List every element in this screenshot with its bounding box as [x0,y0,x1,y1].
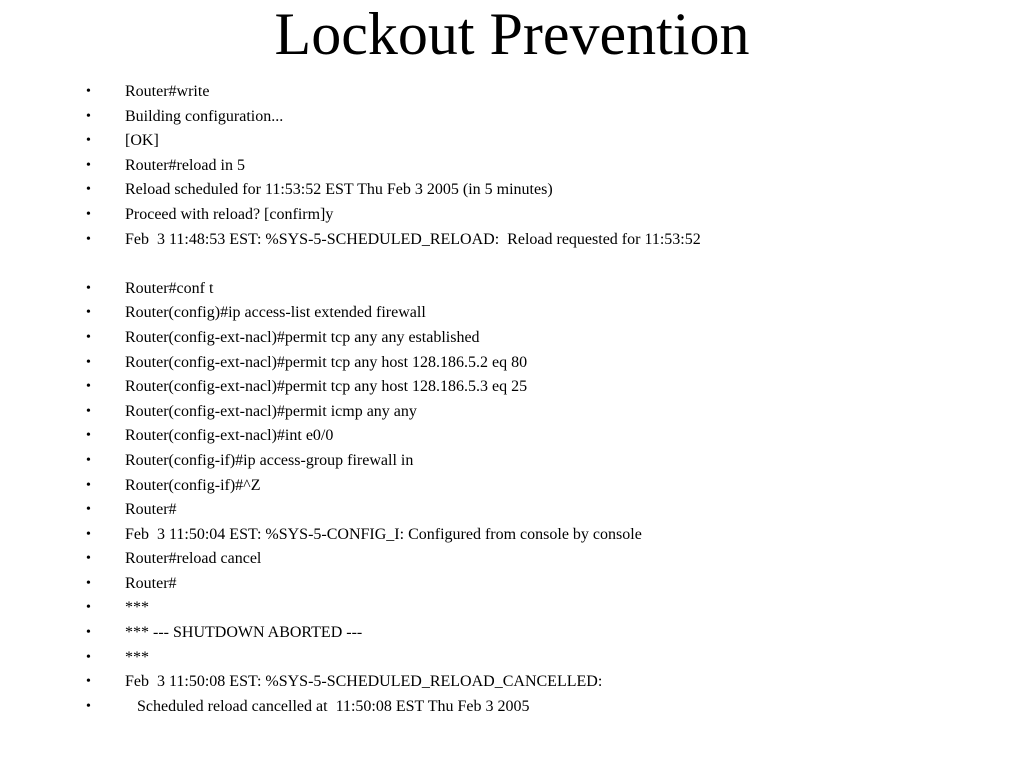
bullet-icon: • [86,502,91,518]
list-item-text: Router(config)#ip access-list extended firewall [125,304,426,322]
bullet-icon: • [86,452,91,468]
bullet-icon: • [86,575,91,591]
list-item [0,523,1024,548]
list-item [0,449,1024,474]
bullet-list [0,80,1024,719]
list-item [0,228,1024,253]
list-item-text: Feb 3 11:50:04 EST: %SYS-5-CONFIG_I: Configured from console by console [125,525,642,543]
bullet-icon: • [86,625,91,641]
bullet-icon: • [86,428,91,444]
bullet-icon: • [86,108,91,124]
list-item-text: Router(config-if)#ip access-group firewall in [125,451,414,469]
list-item-text: Building configuration... [125,107,284,125]
list-item [0,621,1024,646]
bullet-icon: • [86,674,91,690]
list-item-text: Router#reload cancel [125,550,262,568]
list-item-text: Proceed with reload? [confirm]y [125,205,334,223]
bullet-icon: • [86,477,91,493]
list-item-text: Router# [125,501,177,519]
list-item [0,178,1024,203]
bullet-icon: • [86,403,91,419]
list-item [0,572,1024,597]
list-item [0,129,1024,154]
bullet-icon: • [86,600,91,616]
list-item-text: Feb 3 11:48:53 EST: %SYS-5-SCHEDULED_RELOAD: Reload requested for 11:53:52 [125,230,701,248]
list-item-text: Router(config-ext-nacl)#permit tcp any host 128.186.5.2 eq 80 [125,353,528,371]
slide-title: Lockout Prevention [274,1,750,67]
list-item [0,351,1024,376]
bullet-icon: • [86,157,91,173]
bullet-icon: • [86,354,91,370]
bullet-icon: • [86,379,91,395]
list-item [0,375,1024,400]
list-item [0,326,1024,351]
list-item-text: Router(config-ext-nacl)#permit tcp any host 128.186.5.3 eq 25 [125,378,528,396]
list-item-text: [OK] [125,132,159,150]
bullet-icon: • [86,698,91,714]
list-item-text: Reload scheduled for 11:53:52 EST Thu Feb 3 2005 (in 5 minutes) [125,181,553,199]
bullet-icon: • [86,84,91,99]
list-item [0,498,1024,523]
list-item [0,424,1024,449]
list-item-text: Router(config-if)#^Z [125,476,261,494]
list-item-text: Router(config-ext-nacl)#permit icmp any any [125,402,417,420]
bullet-icon: • [86,649,91,665]
bullet-icon: • [86,182,91,198]
list-item [0,547,1024,572]
bullet-icon: • [86,206,91,222]
bullet-icon: • [86,526,91,542]
list-item-text: Router#conf t [125,279,214,297]
list-item [0,203,1024,228]
list-item [0,105,1024,130]
bullet-icon: • [86,329,91,345]
list-item [0,80,1024,105]
bullet-icon: • [86,133,91,149]
list-item [0,400,1024,425]
list-item [0,596,1024,621]
list-item [0,154,1024,179]
bullet-icon: • [86,280,91,296]
bullet-icon: • [86,551,91,567]
bullet-icon: • [86,305,91,321]
list-item-text: *** [125,648,149,666]
list-item-text: Router(config-ext-nacl)#permit tcp any any established [125,328,480,346]
list-item-text: *** --- SHUTDOWN ABORTED --- [125,624,363,642]
list-item [0,646,1024,671]
list-item [0,474,1024,499]
list-item-text: Router#reload in 5 [125,156,245,174]
list-item [0,670,1024,695]
list-item-text: Router#write [125,83,210,100]
list-item [0,277,1024,302]
bullet-icon: • [86,231,91,247]
list-item-text: *** [125,599,149,617]
list-item-text: Router# [125,574,177,592]
list-item [0,301,1024,326]
list-item-text: Router(config-ext-nacl)#int e0/0 [125,427,334,445]
list-item-text: Scheduled reload cancelled at 11:50:08 EST Thu Feb 3 2005 [125,697,530,715]
list-item-text: Feb 3 11:50:08 EST: %SYS-5-SCHEDULED_RELOAD_CANCELLED: [125,673,603,691]
list-item [0,695,1024,720]
